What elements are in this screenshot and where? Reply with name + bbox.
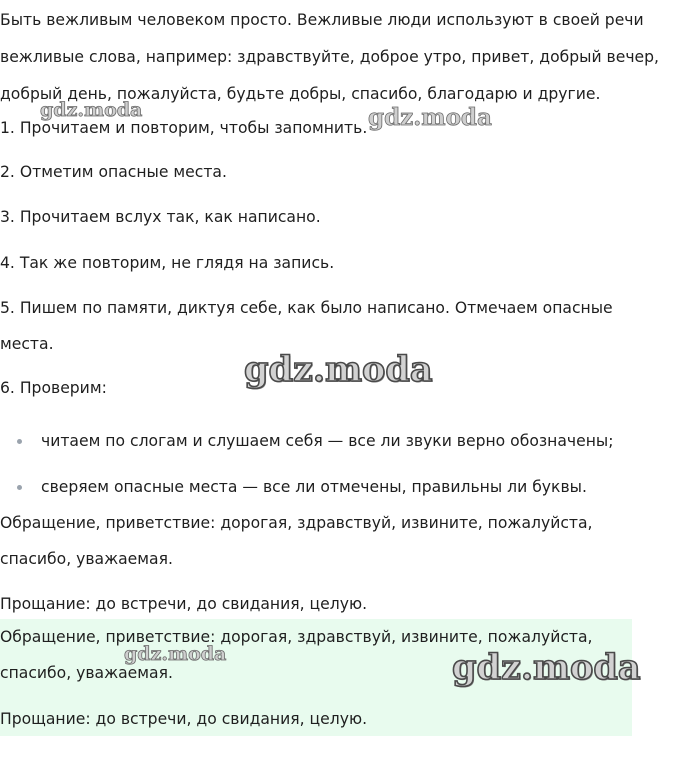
step-6: 6. Проверим: bbox=[0, 379, 107, 397]
bullet-icon bbox=[17, 439, 22, 444]
answer-line: спасибо, уважаемая. bbox=[0, 550, 173, 568]
answer-line: спасибо, уважаемая. bbox=[0, 664, 173, 682]
intro-line: добрый день, пожалуйста, будьте добры, спасибо, благодарю и другие. bbox=[0, 85, 601, 103]
step-5-line: места. bbox=[0, 335, 54, 353]
step-3: 3. Прочитаем вслух так, как написано. bbox=[0, 208, 321, 226]
list-item-text: читаем по слогам и слушаем себя — все ли звуки верно обозначены; bbox=[41, 432, 614, 450]
intro-line: вежливые слова, например: здравствуйте, доброе утро, привет, добрый вечер, bbox=[0, 48, 659, 66]
step-1: 1. Прочитаем и повторим, чтобы запомнить. bbox=[0, 119, 368, 137]
bullet-icon bbox=[17, 485, 22, 490]
intro-paragraph bbox=[0, 2, 659, 113]
highlighted-answer-farewell: Прощание: до встречи, до свидания, целую. bbox=[0, 710, 368, 728]
answer-greeting bbox=[0, 505, 593, 577]
intro-line: Быть вежливым человеком просто. Вежливые люди используют в своей речи bbox=[0, 11, 644, 29]
check-list bbox=[0, 423, 614, 515]
list-item bbox=[0, 423, 614, 469]
answer-line: Обращение, приветствие: дорогая, здравствуй, извините, пожалуйста, bbox=[0, 628, 593, 646]
watermark-logo: gdz.moda bbox=[244, 349, 433, 390]
list-item-text: сверяем опасные места — все ли отмечены, правильны ли буквы. bbox=[41, 478, 587, 496]
watermark-logo: gdz.moda bbox=[452, 647, 641, 688]
step-4: 4. Так же повторим, не глядя на запись. bbox=[0, 254, 335, 272]
watermark-logo: gdz.moda bbox=[40, 99, 143, 121]
answer-line: Обращение, приветствие: дорогая, здравствуй, извините, пожалуйста, bbox=[0, 514, 593, 532]
answer-farewell: Прощание: до встречи, до свидания, целую. bbox=[0, 595, 368, 613]
watermark-logo: gdz.moda bbox=[124, 643, 227, 665]
watermark-logo: gdz.moda bbox=[368, 104, 492, 131]
step-2: 2. Отметим опасные места. bbox=[0, 163, 227, 181]
step-5-line: 5. Пишем по памяти, диктуя себе, как было написано. Отмечаем опасные bbox=[0, 299, 613, 317]
